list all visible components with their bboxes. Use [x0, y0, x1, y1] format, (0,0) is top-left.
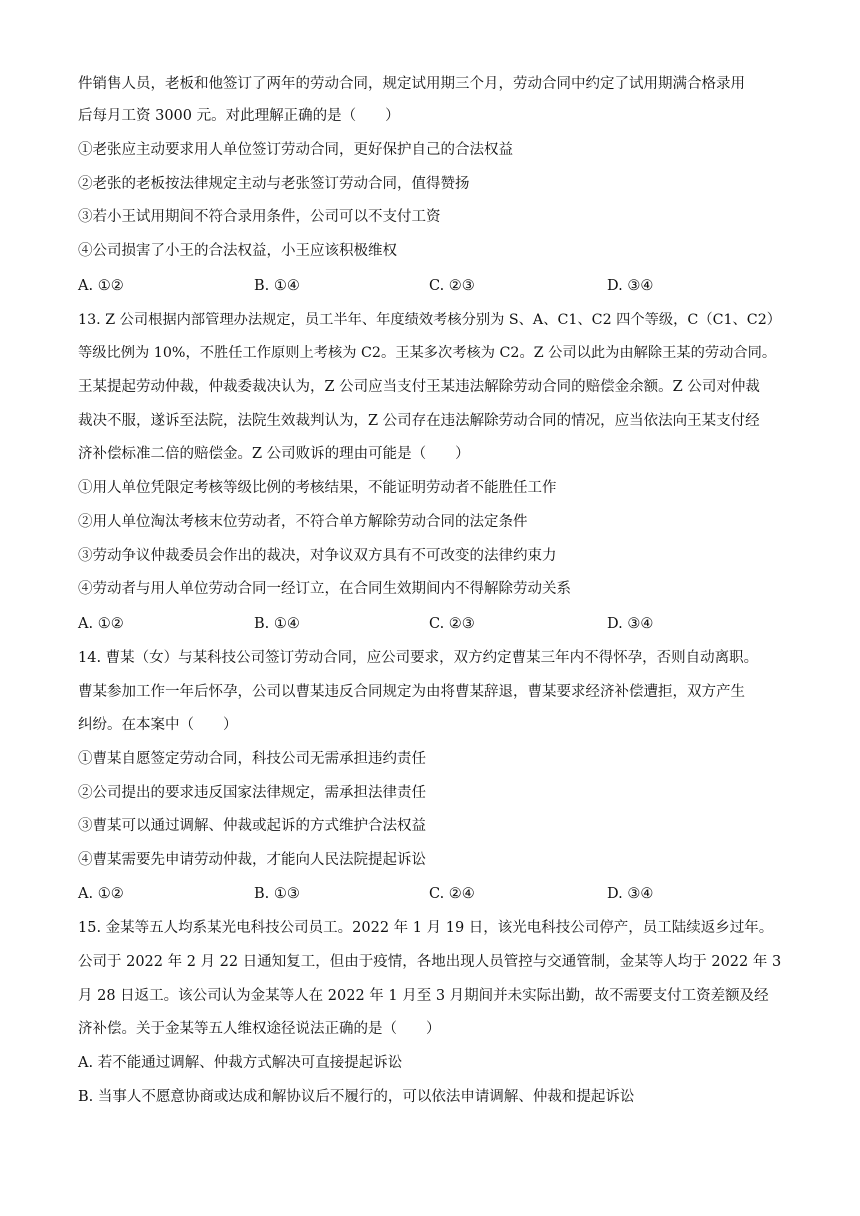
q15-line-4: 济补偿。关于金某等五人维权途径说法正确的是（ ） — [78, 1021, 441, 1037]
q14-line-2: 曹某参加工作一年后怀孕，公司以曹某违反合同规定为由将曹某辞退，曹某要求经济补偿遭拒，双方产生 — [78, 684, 745, 700]
q12-choice-d: D. ③④ — [607, 278, 654, 294]
q12-option-4: ④公司损害了小王的合法权益，小王应该积极维权 — [78, 243, 397, 259]
q14-option-3: ③曹某可以通过调解、仲裁或起诉的方式维护合法权益 — [78, 818, 426, 834]
q14-choice-a: A. ①② — [78, 886, 124, 902]
q13-option-1: ①用人单位凭限定考核等级比例的考核结果，不能证明劳动者不能胜任工作 — [78, 480, 557, 496]
q15-option-b: B. 当事人不愿意协商或达成和解协议后不履行的，可以依法申请调解、仲裁和提起诉讼 — [78, 1089, 635, 1105]
q15-line-2: 公司于 2022 年 2 月 22 日通知复工，但由于疫情，各地出现人员管控与交通管制，金某等人均于 2022 年 3 — [78, 954, 782, 970]
q13-choices — [78, 614, 778, 634]
q13-choice-a: A. ①② — [78, 616, 124, 632]
q12-choice-c: C. ②③ — [429, 278, 475, 294]
q12-line-1: 件销售人员，老板和他签订了两年的劳动合同，规定试用期三个月，劳动合同中约定了试用期满合格录用 — [78, 76, 745, 92]
q13-option-3: ③劳动争议仲裁委员会作出的裁决，对争议双方具有不可改变的法律约束力 — [78, 548, 557, 564]
q14-choice-b: B. ①③ — [254, 886, 300, 902]
q15-line-3: 月 28 日返工。该公司认为金某等人在 2022 年 1 月至 3 月期间并未实际出勤，故不需要支付工资差额及经 — [78, 988, 769, 1004]
q13-line-4: 裁决不服，遂诉至法院，法院生效裁判认为，Z 公司存在违法解除劳动合同的情况，应当依法向王某支付经 — [78, 413, 760, 429]
q14-choices — [78, 884, 778, 904]
q12-choice-a: A. ①② — [78, 278, 124, 294]
q13-choice-c: C. ②③ — [429, 616, 475, 632]
q14-line-3: 纠纷。在本案中（ ） — [78, 717, 238, 733]
q13-choice-d: D. ③④ — [607, 616, 654, 632]
q14-option-4: ④曹某需要先申请劳动仲裁，才能向人民法院提起诉讼 — [78, 852, 426, 868]
q12-choice-b: B. ①④ — [254, 278, 300, 294]
q13-option-4: ④劳动者与用人单位劳动合同一经订立，在合同生效期间内不得解除劳动关系 — [78, 581, 571, 597]
q13-line-3: 王某提起劳动仲裁，仲裁委裁决认为，Z 公司应当支付王某违法解除劳动合同的赔偿金余额。Z 公司对仲裁 — [78, 379, 760, 395]
q14-choice-d: D. ③④ — [607, 886, 654, 902]
q12-line-2: 后每月工资 3000 元。对此理解正确的是（ ） — [78, 108, 400, 124]
q13-line-1: 13. Z 公司根据内部管理办法规定，员工半年、年度绩效考核分别为 S、A、C1、C2 四个等级，C（C1、C2） — [78, 312, 782, 328]
q14-line-1: 14. 曹某（女）与某科技公司签订劳动合同，应公司要求，双方约定曹某三年内不得怀孕，否则自动离职。 — [78, 650, 759, 666]
q15-line-1: 15. 金某等五人均系某光电科技公司员工。2022 年 1 月 19 日，该光电科技公司停产，员工陆续返乡过年。 — [78, 920, 774, 936]
q12-option-2: ②老张的老板按法律规定主动与老张签订劳动合同，值得赞扬 — [78, 176, 470, 192]
q14-choice-c: C. ②④ — [429, 886, 475, 902]
q12-option-3: ③若小王试用期间不符合录用条件，公司可以不支付工资 — [78, 209, 441, 225]
q13-line-5: 济补偿标准二倍的赔偿金。Z 公司败诉的理由可能是（ ） — [78, 446, 470, 462]
q12-option-1: ①老张应主动要求用人单位签订劳动合同，更好保护自己的合法权益 — [78, 142, 513, 158]
q12-choices — [78, 276, 778, 296]
q15-option-a: A. 若不能通过调解、仲裁方式解决可直接提起诉讼 — [78, 1055, 403, 1071]
q14-option-1: ①曹某自愿签定劳动合同，科技公司无需承担违约责任 — [78, 751, 426, 767]
q13-option-2: ②用人单位淘汰考核末位劳动者，不符合单方解除劳动合同的法定条件 — [78, 514, 528, 530]
q14-option-2: ②公司提出的要求违反国家法律规定，需承担法律责任 — [78, 785, 426, 801]
q13-line-2: 等级比例为 10%，不胜任工作原则上考核为 C2。王某多次考核为 C2。Z 公司以此为由解除王某的劳动合同。 — [78, 345, 777, 361]
q13-choice-b: B. ①④ — [254, 616, 300, 632]
